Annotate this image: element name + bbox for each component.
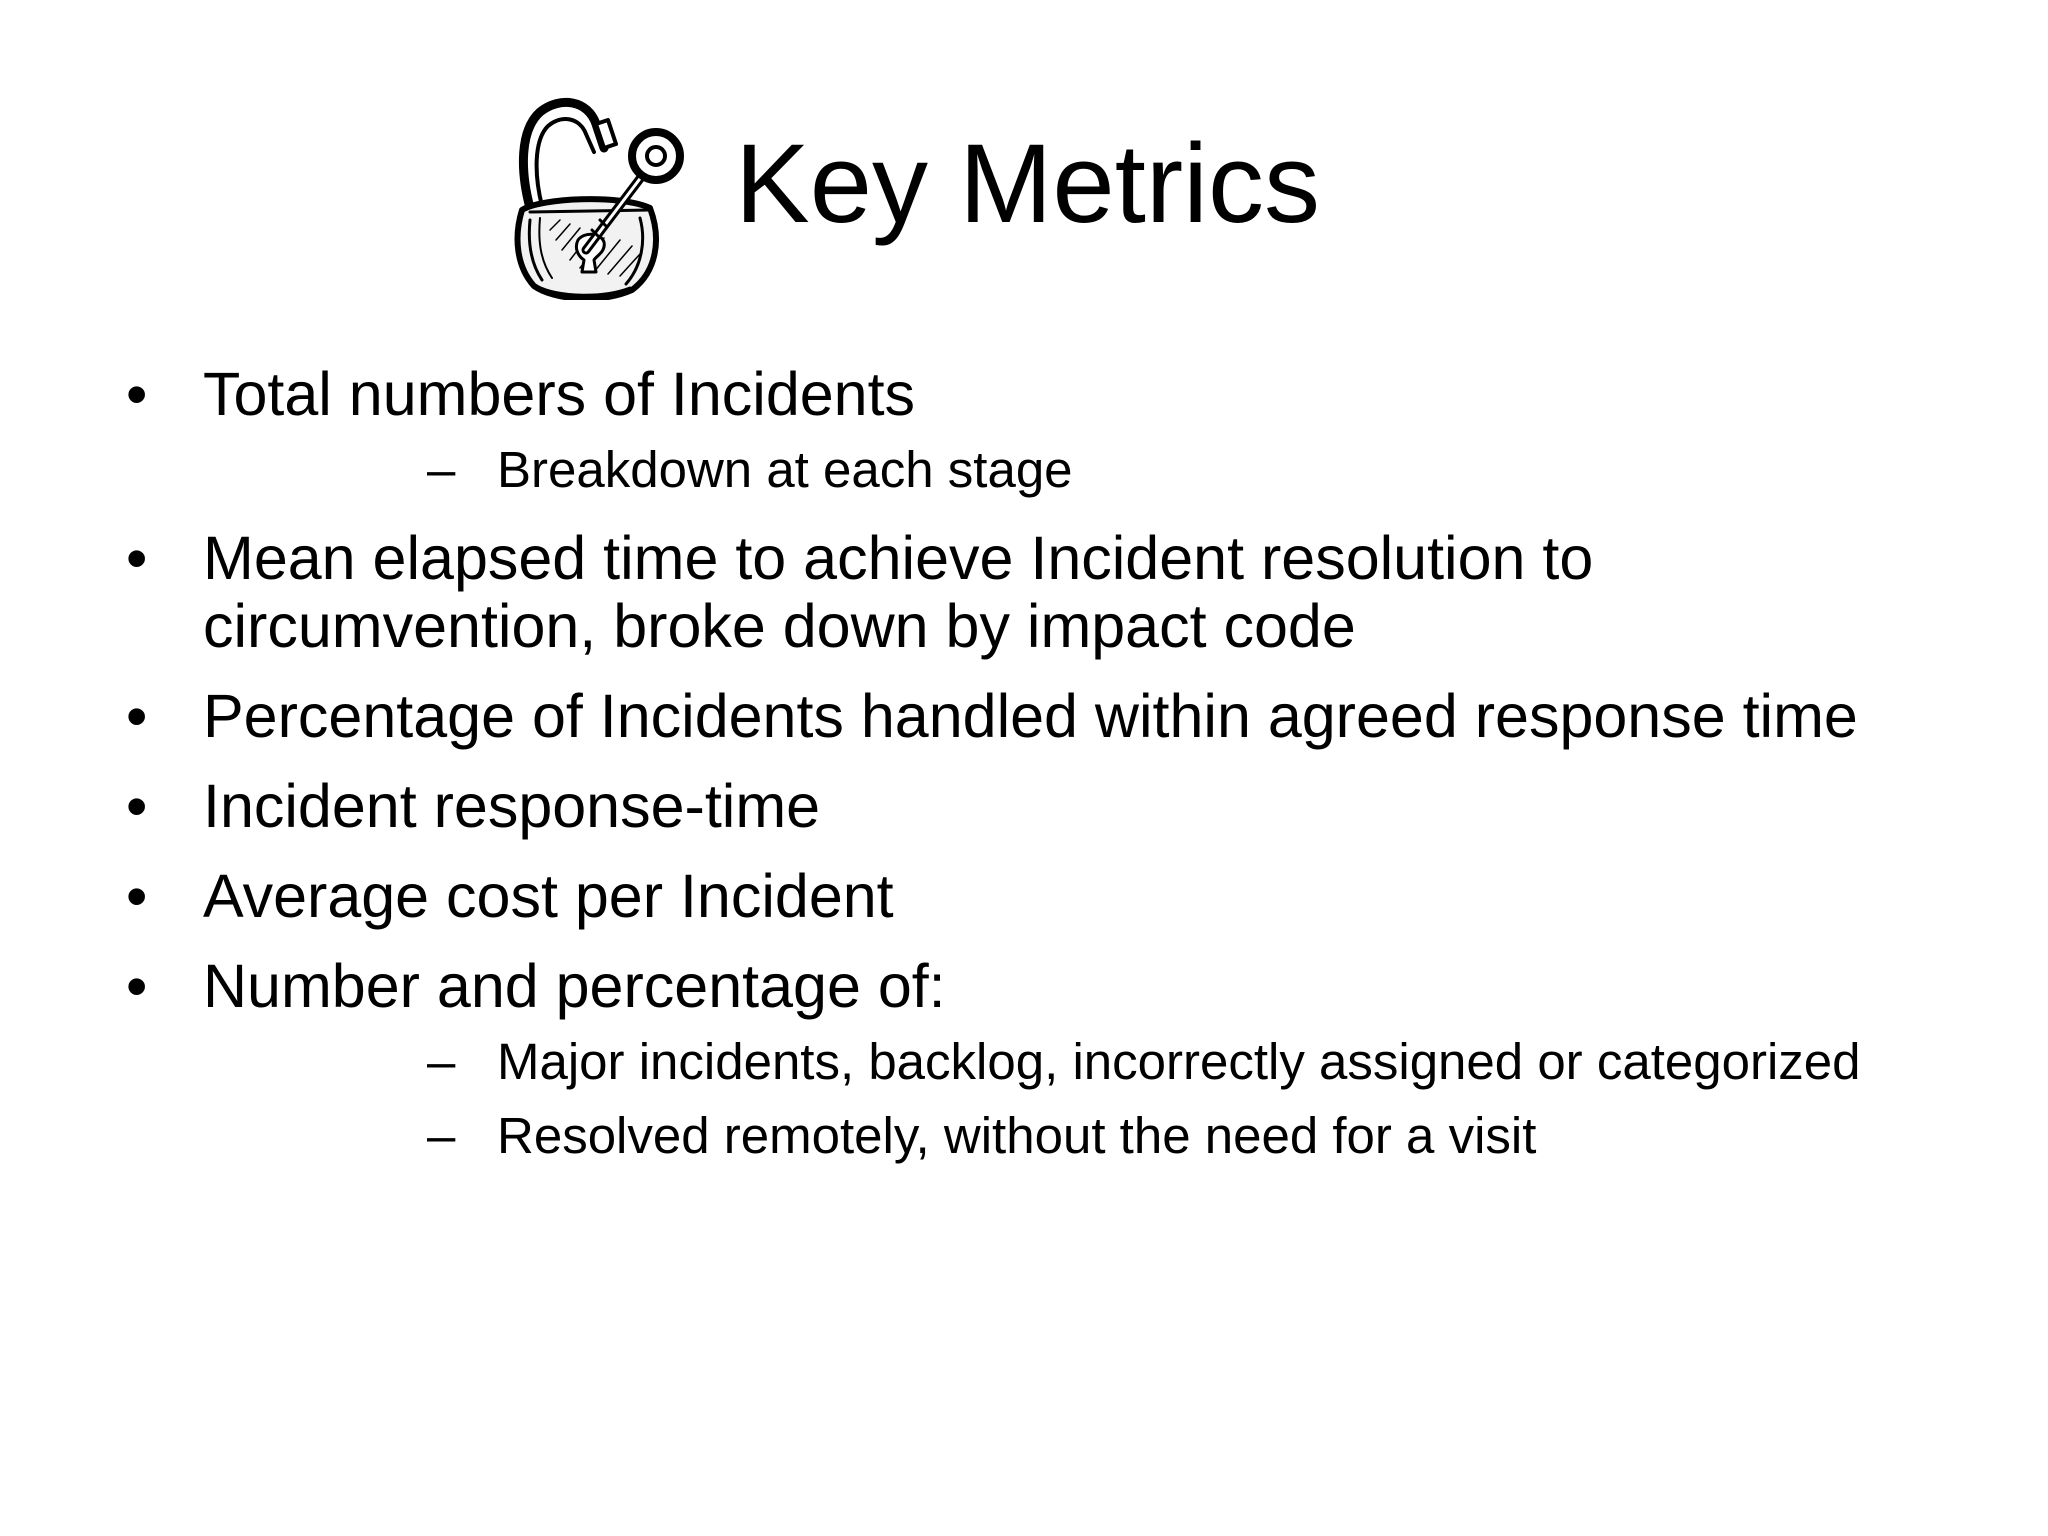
sub-text: Resolved remotely, without the need for a visit: [497, 1107, 1537, 1164]
bullet-text: Mean elapsed time to achieve Incident resolution to circumvention, broke down by impact code: [203, 524, 1594, 660]
sub-text: Breakdown at each stage: [497, 441, 1073, 498]
sub-dash: –: [427, 441, 456, 498]
bullet-text: Total numbers of Incidents: [203, 360, 916, 428]
bullet-text: Incident response-time: [203, 772, 821, 840]
bullet-item: [0, 862, 2048, 930]
bullet-dot: •: [126, 360, 148, 428]
sub-dash: –: [427, 1033, 456, 1090]
bullet-item: [0, 360, 2048, 502]
bullet-item: [0, 524, 2048, 660]
slide-title: Key Metrics: [735, 121, 1320, 246]
bullet-dot: •: [126, 862, 148, 930]
sub-item: [203, 438, 1928, 502]
bullet-dot: •: [126, 682, 148, 750]
bullet-text: Average cost per Incident: [203, 862, 894, 930]
bullet-list: [0, 360, 2048, 1190]
padlock-with-key-icon: [500, 90, 690, 300]
sub-text: Major incidents, backlog, incorrectly assigned or categorized: [497, 1033, 1861, 1090]
bullet-item: [0, 952, 2048, 1168]
bullet-dot: •: [126, 772, 148, 840]
bullet-item: [0, 682, 2048, 750]
sub-item: [203, 1104, 1928, 1168]
sub-dash: –: [427, 1107, 456, 1164]
bullet-text: Percentage of Incidents handled within agreed response time: [203, 682, 1858, 750]
sub-list: [203, 1030, 1928, 1168]
bullet-item: [0, 772, 2048, 840]
bullet-dot: •: [126, 952, 148, 1020]
sub-list: [203, 438, 1928, 502]
sub-item: [203, 1030, 1928, 1094]
bullet-dot: •: [126, 524, 148, 592]
bullet-text: Number and percentage of:: [203, 952, 946, 1020]
